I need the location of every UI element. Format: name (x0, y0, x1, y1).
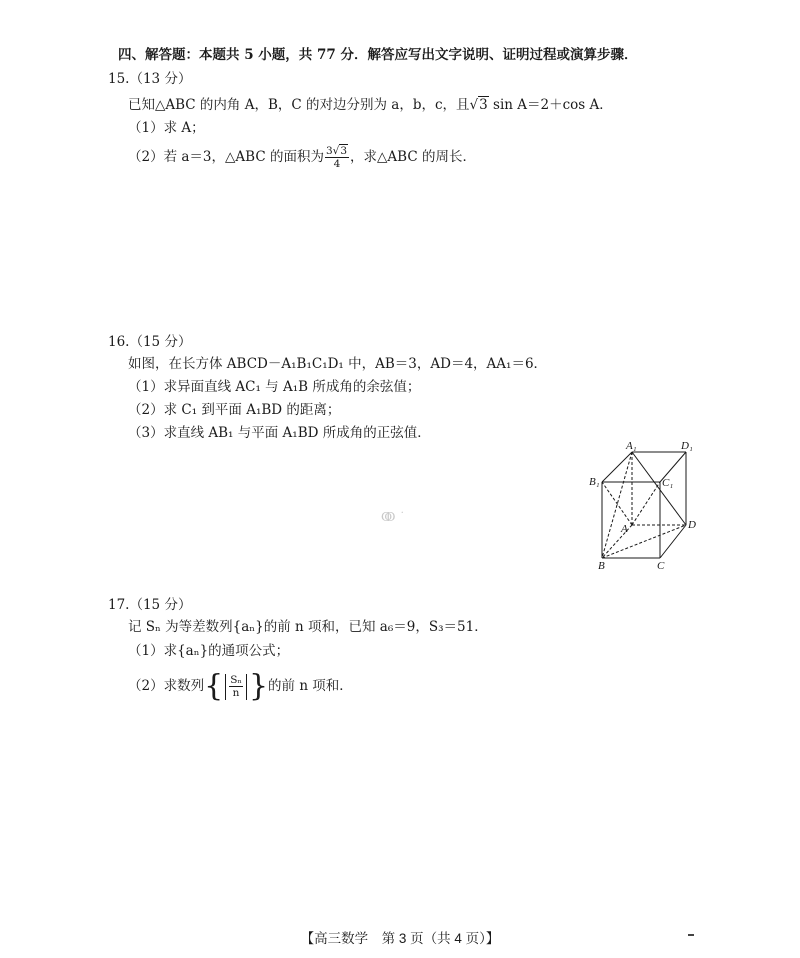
right-brace: } (248, 668, 269, 704)
q15-frac-sqrt-sign: √ (332, 145, 340, 157)
q17-part2-text-a: （2）求数列 (128, 678, 205, 694)
q15-number: 15.（13 分） (108, 71, 192, 87)
faint-watermark-mark: ↂ ˙ (381, 510, 406, 524)
label-d1: D₁ (681, 440, 693, 452)
q17-number: 17.（15 分） (108, 597, 192, 613)
q15-stem-text-a: 已知△ABC 的内角 A，B，C 的对边分别为 a，b，c，且 (128, 97, 470, 113)
q16-part3: （3）求直线 AB₁ 与平面 A₁BD 所成角的正弦值． (128, 425, 431, 441)
q15-part2-text-a: （2）若 a＝3，△ABC 的面积为 (128, 149, 324, 165)
q17-part2-text-b: 的前 n 项和． (268, 678, 353, 694)
q17-part2 (128, 668, 353, 704)
q17-sn-fraction (229, 674, 243, 699)
diag-a-c1 (632, 482, 660, 525)
q16-number: 16.（15 分） (108, 334, 192, 350)
page-footer: 【高三数学 第 3 页（共 4 页）】 (300, 931, 500, 946)
q15-part2 (128, 145, 476, 170)
section-header: 四、解答题：本题共 5 小题，共 77 分．解答应写出文字说明、证明过程或演算步骤． (118, 47, 638, 63)
q16-part1: （1）求异面直线 AC₁ 与 A₁B 所成角的余弦值； (128, 379, 421, 395)
label-b1: B₁ (589, 476, 600, 488)
q15-frac-den: 4 (333, 158, 341, 170)
q15-stem (128, 96, 613, 114)
label-d: D (688, 519, 696, 531)
q15-frac-sqrt-value: 3 (340, 145, 348, 157)
label-b: B (598, 560, 605, 570)
q17-frac-den: n (232, 687, 240, 699)
q16-part2: （2）求 C₁ 到平面 A₁BD 的距离； (128, 402, 341, 418)
q16-stem: 如图，在长方体 ABCD－A₁B₁C₁D₁ 中，AB＝3，AD＝4，AA₁＝6． (128, 356, 548, 372)
q15-sqrt-value: 3 (479, 97, 488, 113)
label-c1: C₁ (662, 477, 674, 489)
q17-stem: 记 Sₙ 为等差数列{aₙ}的前 n 项和，已知 a₆＝9，S₃＝51． (128, 619, 488, 635)
q15-part2-text-b: ，求△ABC 的周长． (350, 149, 476, 165)
left-brace: { (204, 668, 224, 704)
left-abs-bar (225, 674, 226, 700)
diag-a1-d (632, 452, 686, 525)
label-a1: A₁ (626, 440, 637, 452)
label-c: C (657, 560, 665, 570)
q15-frac-coef: 3 (325, 145, 333, 157)
right-abs-bar (246, 674, 247, 700)
q17-frac-num: Sₙ (230, 674, 242, 686)
q15-area-fraction (325, 145, 349, 170)
q17-part1: （1）求{aₙ}的通项公式； (128, 643, 290, 659)
q15-sqrt-sign: √ (469, 97, 479, 113)
cuboid-figure (588, 440, 703, 570)
q15-part1: （1）求 A； (128, 120, 205, 136)
scan-mark (688, 934, 694, 936)
diag-a-b1 (602, 482, 632, 525)
q15-stem-text-b: sin A＝2＋cos A． (488, 97, 613, 113)
label-a: A (621, 523, 628, 535)
cuboid-solid-edges (602, 452, 686, 558)
